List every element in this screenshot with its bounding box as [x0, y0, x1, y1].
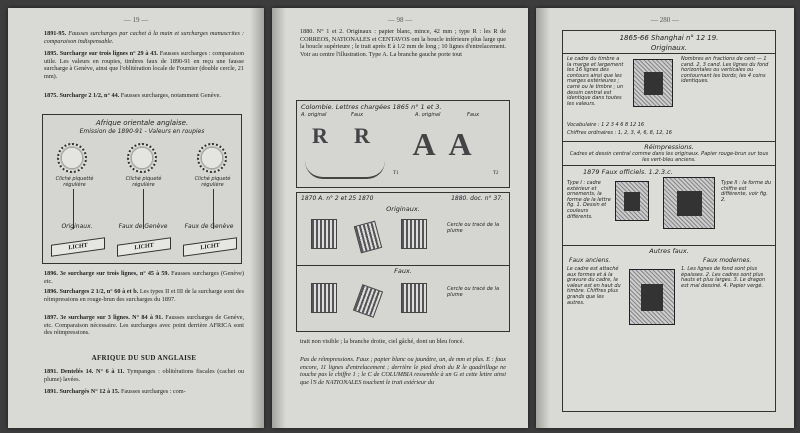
shanghai-header: 1865-66 Shanghai n° 12 19. [619, 34, 719, 42]
right-notes: Nombres en fractions de cent — 1 cand. 2, 3 cand. Les lignes du fond horizontales ou verticales ou contournant les bords; les 4 coins identiques. [681, 56, 769, 85]
rosette-fake-2 [197, 143, 227, 173]
faux-modernes-text: 1. Les lignes de fond sont plus épaisses. 2. Les cadres sont plus hauts et plus larges. 3. Le dragon est mal dessiné. 4. Papier vergé. [681, 266, 766, 289]
entry-1875: 1875. Surcharge 2 1/2, n° 44. Fausses surcharges, notamment Genève. [44, 92, 221, 99]
figure-colombie-bottom [296, 192, 510, 332]
intro-paragraph: 1880. N° 1 et 2. Originaux : papier blanc, mince, 42 mm ; type R : les R de CORREOS, NATIONALES et CENTAVOS ont la boucle inférieure plus large que la boucle supérieure ; le trait après E à 1/2 mm de long ; 10 lignes d'entrelacement. Voir au centre l'illustration. Type A. La branche gauche porte tout [300, 28, 506, 58]
faux-anciens-header: Faux anciens. [569, 257, 611, 264]
reimpressions-paragraph: Pas de réimpressions. Faux ; papier blanc ou jaunâtre, un, de mm et plus. E : faux encore, 11 lignes d'entrelacement ; derrière le pied droit du R le quadrillage ne touche pas le chiffre 1 ; le C de COLUMBIA ressemble à un G et cette lettre ainsi que l'S de NATIONALES touchent le trait extérieur du [300, 356, 506, 386]
divider [297, 265, 509, 266]
rosette-note-2: Cliché piqueté régulière [125, 176, 162, 188]
page-number: — 98 — [387, 16, 413, 24]
divider [563, 165, 775, 166]
ribbon-licht-1: LICHT [51, 237, 105, 257]
figure-caption-left: 1870 A. n° 2 et 25 1870 [301, 195, 374, 202]
rosette-fake-1 [127, 143, 157, 173]
figure-caption-right: 1880. doc. n° 37. [451, 195, 503, 202]
label-a-original-2: A. original [415, 112, 441, 118]
label-originaux: Originaux. [61, 223, 93, 230]
label-faux-1: Faux [351, 112, 364, 118]
faux-anciens-text: Le cadre est attaché aux formes et à la gravure du cadre, la valeur est en haut du timbre. Chiffres plus grands que les autres. [567, 266, 621, 306]
rosette-original [57, 143, 87, 173]
page-gutter [250, 8, 264, 428]
figure-caption: Afrique orientale anglaise. [95, 119, 189, 127]
reimpressions-text: Cadres et dessin central comme dans les originaux. Papier rouge-brun sur tous les vert-bleu anciens. [569, 151, 769, 163]
left-notes: Le cadre du timbre a la marge et largement les 16 lignes des contours ainsi que les marges extérieures ; carré ou le timbre ; un dessin central est identique dans toutes les valeurs. [567, 56, 624, 107]
chinese-numerals: Vocabulaire : 1 2 3 4 6 8 12 16 [567, 122, 645, 128]
stamp-faux-officiel-2 [663, 177, 715, 229]
fragment-original-2 [354, 221, 382, 254]
stamp-original [633, 59, 673, 107]
label-a-original-1: A. original [301, 112, 327, 118]
faux-notes-left: Type I : cadre extérieur et ornements, la forme de la lettre fig. 1. Dessin et couleurs différents. [567, 180, 611, 220]
stamp-faux-officiel-1 [615, 181, 649, 221]
divider [563, 245, 775, 246]
note-cercle-1: Cercle ou tracé de la plume [447, 222, 500, 234]
page-left [8, 8, 264, 428]
faux-notes-right: Type II : la forme du chiffre est différente, voir fig. 2. [721, 180, 772, 203]
letter-r-fake: R [354, 123, 370, 148]
figure-afrique-orientale [42, 114, 242, 264]
entry-1891-b: 1891. Surchargés N° 12 à 15. Fausses surcharges : com- [44, 388, 186, 395]
letter-a-original: A [412, 126, 436, 162]
figure-colombie-top [296, 100, 510, 188]
entry-1896-b: 1896. Surcharges 2 1/2, n° 60 à et b. Les types II et III de la surcharge sont des réimpressions en rouge-brun des surcharges du 1897. [44, 288, 244, 303]
entry-1896-a: 1896. 3e surcharge sur trois lignes, n° 45 à 59. Fausses surcharges (Genève) etc. [44, 270, 244, 285]
outro-paragraph: trait non visible ; la branche droite, ciel gâché, dont un bleu foncé. [300, 338, 465, 345]
label-originaux: Originaux. [386, 205, 420, 213]
label-faux-2: Faux [467, 112, 480, 118]
fragment-original-1 [311, 219, 337, 249]
note-cercle-2: Cercle ou tracé de la plume [447, 286, 500, 298]
ribbon-licht-3: LICHT [183, 237, 237, 257]
divider [563, 141, 775, 142]
entry-1895: 1895. Surcharge sur trois lignes n° 29 à 43. Fausses surcharges : comparaison utile. Les valeurs en roupies, timbres faux de 1890-91 en reçu une fausse surcharge à Genève, ainsi que l'oblitération locale de Fournier (double cercle, 21 mm). [44, 50, 245, 80]
fragment-fake-3 [401, 283, 427, 313]
figure-subcaption: Emission de 1890-91 - Valeurs en roupies [79, 128, 205, 135]
page-middle [272, 8, 528, 428]
ribbon-licht-2: LICHT [117, 237, 171, 257]
page-gutter [272, 8, 286, 428]
page-number: — 19 — [123, 16, 149, 24]
figure-shanghai [562, 30, 776, 412]
marker-t1: T1 [393, 171, 399, 176]
figure-caption: Colombie. Lettres chargées 1865 n° 1 et 3. [301, 103, 442, 111]
letter-a-fake: A [448, 126, 472, 162]
page-number: — 280 — [651, 16, 679, 24]
autres-faux-header: Autres faux. [649, 247, 689, 255]
ordinary-numerals: Chiffres ordinaires : 1, 2, 3, 4, 6, 8, 12, 16 [567, 130, 672, 136]
fragment-fake-1 [311, 283, 337, 313]
reimpressions-header: Réimpressions. [644, 143, 694, 151]
faux-officiels-header: 1879 Faux officiels. 1.2.3.c. [583, 168, 673, 176]
label-faux-geneve-1: Faux de Genève [118, 223, 168, 230]
letter-r-original: R [312, 123, 328, 148]
section-heading: AFRIQUE DU SUD ANGLAISE [91, 354, 197, 362]
label-faux-geneve-2: Faux de Genève [184, 223, 234, 230]
marker-t2: T2 [493, 171, 499, 176]
page-gutter [536, 8, 550, 428]
label-faux: Faux. [394, 267, 412, 275]
entry-1891-95: 1891-95. Fausses surcharges par cachet à la main et surcharges manuscrites : comparaison indispensable. [44, 30, 245, 45]
divider [563, 53, 775, 54]
rosette-note-3: Cliché piqueté régulière [194, 176, 231, 188]
entry-1891-a: 1891. Dentelés 14. N° 6 à 11. Tympanges : oblitérations fiscales (cachet ou plume) lavées. [44, 368, 245, 383]
ornament-curve [305, 161, 385, 179]
fragment-fake-2 [353, 284, 383, 318]
entry-1897: 1897. 3e surcharge sur 3 lignes. N° 84 à 91. Fausses surcharges de Genève, etc. Comparaison nécessaire. Les surcharges avec point derrière AFRICA sont des réimpressions. [44, 314, 245, 337]
page-right [536, 8, 794, 428]
fragment-original-3 [401, 219, 427, 249]
faux-modernes-header: Faux modernes. [703, 257, 752, 264]
stamp-autre-faux [629, 269, 675, 325]
originaux-label: Originaux. [650, 44, 688, 52]
rosette-note-1: Cliché piquetté régulière [55, 176, 94, 188]
